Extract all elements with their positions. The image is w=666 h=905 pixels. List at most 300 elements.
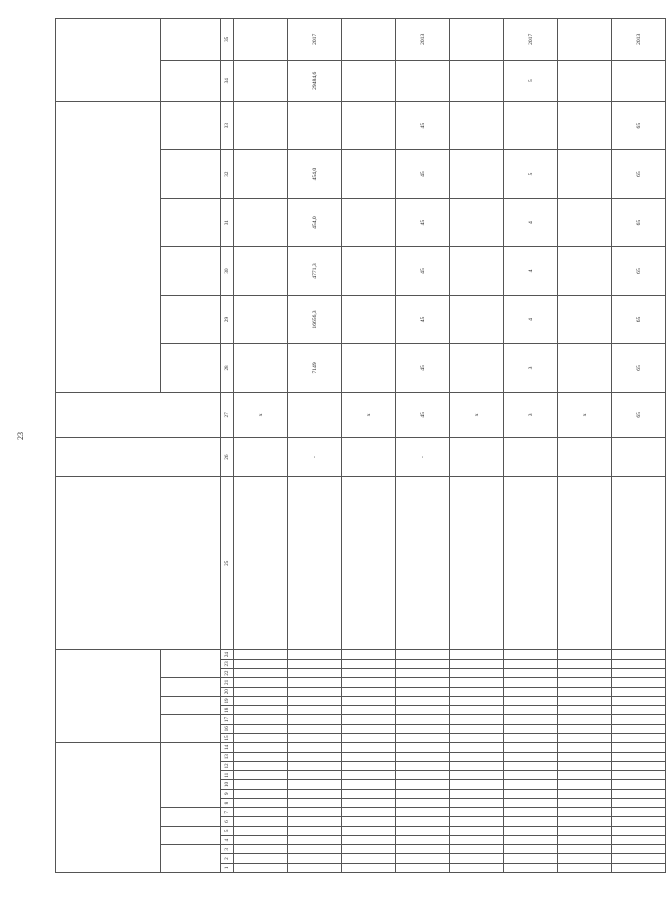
code-cell [234,826,288,835]
value-cell: x [342,392,396,437]
colnum: 33 [221,101,234,150]
value-cell [450,295,504,343]
value-cell [558,19,612,61]
table-row [558,19,612,873]
code-cell [558,789,612,798]
header-code-c [161,808,221,827]
table-row [234,19,288,873]
code-cell [234,798,288,807]
code-cell [342,789,396,798]
colnum: 9 [221,789,234,798]
value-cell [342,198,396,246]
value-cell [342,101,396,150]
value-cell: 65 [612,344,666,392]
code-cell [450,706,504,715]
description-cell [288,477,342,650]
header-year-2017 [161,150,221,198]
code-cell [396,808,450,817]
code-cell [288,743,342,752]
table-row [342,19,396,873]
value-cell [234,19,288,61]
value-cell: x [450,392,504,437]
code-cell [342,817,396,826]
code-cell [612,826,666,835]
code-cell [504,789,558,798]
header-add-b [161,696,221,715]
value-cell [450,247,504,295]
colnum: 12 [221,761,234,770]
code-cell [558,835,612,844]
code-cell [558,761,612,770]
code-cell [558,669,612,678]
colnum: 15 [221,733,234,742]
code-cell [558,743,612,752]
value-cell [450,438,504,477]
value-cell [342,438,396,477]
colnum: 3 [221,845,234,854]
header-target-value [56,19,161,102]
colnum: 5 [221,826,234,835]
code-cell [504,715,558,724]
code-cell [288,771,342,780]
code-cell [558,687,612,696]
value-cell [558,60,612,101]
value-cell: 454,0 [288,198,342,246]
value-cell: 45 [396,247,450,295]
code-cell [612,687,666,696]
code-cell [504,798,558,807]
value-cell [342,60,396,101]
table-row [450,19,504,873]
code-cell [342,724,396,733]
code-cell [558,696,612,705]
code-cell [396,733,450,742]
code-cell [558,771,612,780]
table-row [288,19,342,873]
code-cell [396,752,450,761]
colnum: 18 [221,706,234,715]
code-cell [234,780,288,789]
value-cell: 4771,3 [288,247,342,295]
code-cell [234,761,288,770]
code-cell [450,715,504,724]
value-cell [234,247,288,295]
header-year-2014 [161,295,221,343]
code-cell [612,845,666,854]
header-code-d [161,743,221,808]
code-cell [234,659,288,668]
header-additional-code [56,650,161,743]
code-cell [234,669,288,678]
value-cell [234,438,288,477]
colnum: 31 [221,198,234,246]
code-cell [342,706,396,715]
table-body [234,19,666,873]
code-cell [450,659,504,668]
code-cell [342,659,396,668]
code-cell [342,835,396,844]
colnum: 24 [221,650,234,659]
description-cell [342,477,396,650]
value-cell [234,101,288,150]
colnum: 21 [221,678,234,687]
code-cell [234,724,288,733]
code-cell [450,771,504,780]
value-cell: 3 [504,392,558,437]
code-cell [504,780,558,789]
code-cell [396,835,450,844]
code-cell [450,752,504,761]
code-cell [396,706,450,715]
code-cell [234,678,288,687]
code-cell [396,669,450,678]
value-cell [342,295,396,343]
code-cell [342,808,396,817]
code-cell [288,752,342,761]
code-cell [504,854,558,863]
colnum: 1 [221,863,234,872]
value-cell [288,101,342,150]
value-cell: 65 [612,295,666,343]
code-cell [396,743,450,752]
code-cell [342,863,396,872]
code-cell [504,696,558,705]
header-year-2016 [161,198,221,246]
header-target-value-col [161,60,221,101]
code-cell [288,678,342,687]
header-add-a [161,715,221,743]
code-cell [234,752,288,761]
value-cell: 2013 [396,19,450,61]
code-cell [288,706,342,715]
code-cell [342,669,396,678]
code-cell [558,752,612,761]
code-cell [504,752,558,761]
code-cell [288,780,342,789]
code-cell [288,845,342,854]
code-cell [612,798,666,807]
code-cell [504,669,558,678]
colnum: 26 [221,438,234,477]
code-cell [288,659,342,668]
header-implementation-years [56,101,161,392]
colnum: 25 [221,477,234,650]
code-cell [234,789,288,798]
code-cell [450,845,504,854]
code-cell [234,863,288,872]
description-cell [234,477,288,650]
code-cell [612,789,666,798]
code-cell [558,678,612,687]
code-cell [288,724,342,733]
code-cell [450,826,504,835]
value-cell: x [234,392,288,437]
code-cell [612,678,666,687]
code-cell [612,863,666,872]
colnum: 27 [221,392,234,437]
code-cell [396,650,450,659]
code-cell [450,863,504,872]
colnum: 35 [221,19,234,61]
code-cell [342,845,396,854]
code-cell [288,696,342,705]
code-cell [558,715,612,724]
code-cell [612,817,666,826]
colnum: 4 [221,835,234,844]
code-cell [612,743,666,752]
code-cell [450,761,504,770]
value-cell [234,60,288,101]
code-cell [396,678,450,687]
code-cell [450,808,504,817]
code-cell [450,854,504,863]
code-cell [342,854,396,863]
value-cell: 65 [612,392,666,437]
header-code-b [161,826,221,845]
description-cell [396,477,450,650]
colnum: 7 [221,808,234,817]
code-cell [396,863,450,872]
value-cell: 45 [396,344,450,392]
code-cell [450,696,504,705]
code-cell [558,854,612,863]
value-cell [396,60,450,101]
code-cell [504,761,558,770]
value-cell [234,344,288,392]
code-cell [558,780,612,789]
code-cell [396,659,450,668]
value-cell: 4 [504,247,558,295]
value-cell: 3 [504,344,558,392]
code-cell [558,650,612,659]
code-cell [612,650,666,659]
code-cell [342,798,396,807]
code-cell [234,808,288,817]
colnum: 30 [221,247,234,295]
code-cell [612,752,666,761]
code-cell [558,733,612,742]
code-cell [504,817,558,826]
code-cell [450,687,504,696]
code-cell [450,733,504,742]
description-cell [558,477,612,650]
value-cell: - [396,438,450,477]
value-cell: 2013 [612,19,666,61]
value-cell: 65 [612,150,666,198]
value-cell: 4 [504,198,558,246]
code-cell [396,798,450,807]
code-cell [288,854,342,863]
code-cell [288,715,342,724]
description-cell [504,477,558,650]
code-cell [234,835,288,844]
colnum: 32 [221,150,234,198]
code-cell [504,724,558,733]
code-cell [234,706,288,715]
code-cell [612,696,666,705]
code-cell [450,678,504,687]
code-cell [342,678,396,687]
value-cell: x [558,392,612,437]
code-cell [342,761,396,770]
code-cell [558,863,612,872]
value-cell: 454,0 [288,150,342,198]
value-cell [504,101,558,150]
colnum: 17 [221,715,234,724]
colnum: 22 [221,669,234,678]
value-cell: 65 [612,101,666,150]
code-cell [612,706,666,715]
code-cell [504,706,558,715]
code-cell [234,696,288,705]
value-cell: 45 [396,198,450,246]
code-cell [234,845,288,854]
code-cell [396,845,450,854]
code-cell [342,826,396,835]
colnum: 23 [221,659,234,668]
code-cell [504,743,558,752]
program-table [55,18,666,873]
value-cell [558,295,612,343]
value-cell: - [288,438,342,477]
code-cell [288,669,342,678]
colnum: 8 [221,798,234,807]
colnum: 6 [221,817,234,826]
code-cell [234,733,288,742]
code-cell [504,687,558,696]
code-cell [558,706,612,715]
code-cell [558,817,612,826]
description-cell [450,477,504,650]
value-cell [450,19,504,61]
value-cell [612,60,666,101]
value-cell [558,247,612,295]
table-row [612,19,666,873]
code-cell [396,771,450,780]
code-cell [504,771,558,780]
value-cell [558,198,612,246]
value-cell [558,344,612,392]
code-cell [234,650,288,659]
code-cell [504,845,558,854]
code-cell [234,743,288,752]
code-cell [450,789,504,798]
code-cell [342,743,396,752]
code-cell [450,669,504,678]
value-cell [450,198,504,246]
header-year-2018 [161,101,221,150]
code-cell [450,743,504,752]
code-cell [504,835,558,844]
code-cell [234,687,288,696]
value-cell [234,295,288,343]
value-cell: 5 [504,60,558,101]
code-cell [612,733,666,742]
header-year-2013 [161,344,221,392]
code-cell [558,724,612,733]
code-cell [612,659,666,668]
code-cell [396,854,450,863]
code-cell [288,863,342,872]
code-cell [612,808,666,817]
code-cell [288,798,342,807]
colnum: 14 [221,743,234,752]
code-cell [288,650,342,659]
value-cell [342,344,396,392]
value-cell: 45 [396,295,450,343]
code-cell [396,715,450,724]
code-cell [396,761,450,770]
header-program-goals [56,477,221,650]
code-cell [504,826,558,835]
code-cell [288,835,342,844]
code-cell [450,817,504,826]
code-cell [450,780,504,789]
value-cell [342,150,396,198]
value-cell: 2017 [288,19,342,61]
colnum: 20 [221,687,234,696]
header-year-2015 [161,247,221,295]
code-cell [504,733,558,742]
value-cell: 45 [396,392,450,437]
value-cell: 5 [504,150,558,198]
code-cell [342,733,396,742]
header-unit [56,438,221,477]
document-sheet [55,18,642,873]
code-cell [234,771,288,780]
table-row [504,19,558,873]
code-cell [234,854,288,863]
value-cell [558,438,612,477]
value-cell [558,101,612,150]
header-budget-codes [56,743,161,873]
value-cell [342,247,396,295]
code-cell [612,669,666,678]
header-add-d [161,650,221,678]
value-cell: 65 [612,198,666,246]
value-cell [450,101,504,150]
code-cell [342,715,396,724]
code-cell [396,789,450,798]
value-cell: 29484,6 [288,60,342,101]
value-cell [450,150,504,198]
header-target-year-col [161,19,221,61]
value-cell [234,150,288,198]
code-cell [342,696,396,705]
value-cell: 45 [396,150,450,198]
code-cell [558,659,612,668]
value-cell [504,438,558,477]
code-cell [234,715,288,724]
code-cell [288,761,342,770]
code-cell [342,650,396,659]
header-add-c [161,678,221,697]
code-cell [558,826,612,835]
code-cell [558,798,612,807]
value-cell: 16656,3 [288,295,342,343]
code-cell [450,724,504,733]
value-cell: 2017 [504,19,558,61]
code-cell [504,659,558,668]
code-cell [342,687,396,696]
code-cell [504,678,558,687]
code-cell [558,808,612,817]
code-cell [288,817,342,826]
code-cell [288,733,342,742]
code-cell [612,761,666,770]
code-cell [612,715,666,724]
value-cell [342,19,396,61]
